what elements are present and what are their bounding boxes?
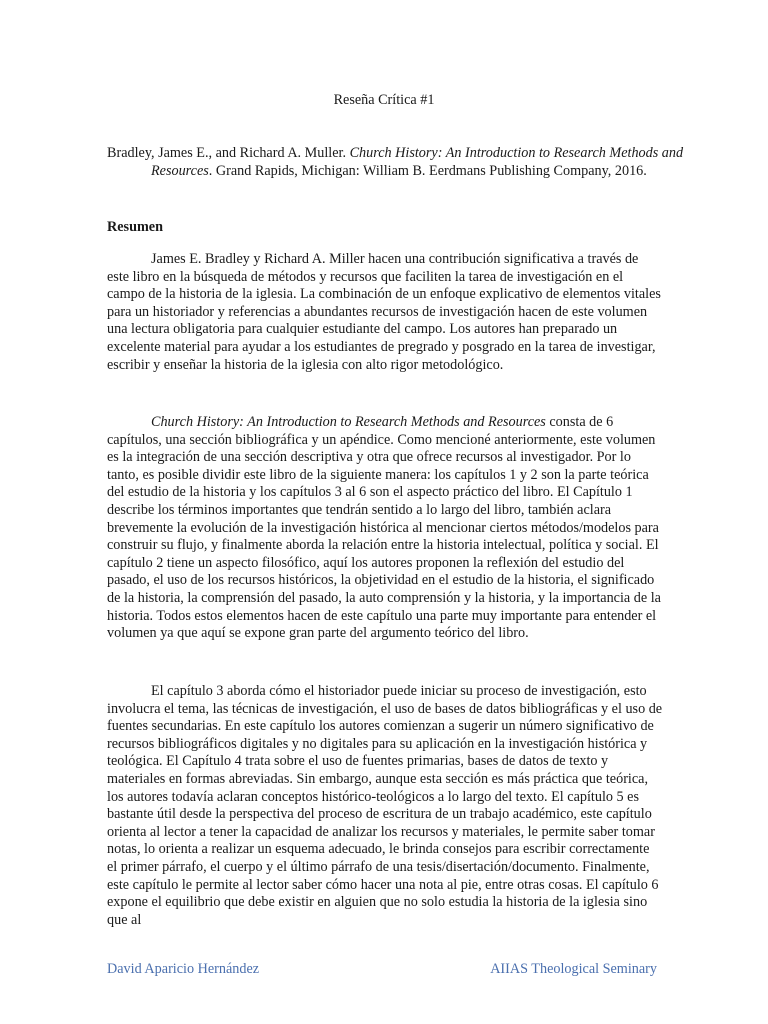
paragraph-2 [107,414,663,643]
bibliographic-citation [107,145,711,181]
citation-book-title: Church History: An Introduction to Research Methods and Resources [151,145,684,179]
section-heading: Resumen [107,219,163,235]
document-title: Reseña Crítica #1 [333,92,435,108]
citation-publisher: . Grand Rapids, Michigan: William B. Eerdmans Publishing Company, 2016. [208,162,647,179]
paragraph-2-book-title: Church History: An Introduction to Research Methods and Resources [151,414,546,430]
footer-institution: AIIAS Theological Seminary [490,961,657,977]
paragraph-1: James E. Bradley y Richard A. Miller hacen una contribución significativa a través de este libro en la búsqueda de métodos y recursos que faciliten la tarea de investigación en el campo de la historia de la iglesia. La combinación de un enfoque explicativo de elementos vitales para un historiador y referencias a abundantes recursos de investigación hacen de este volumen una lectura obligatoria para cualquier estudiante del campo. Los autores han preparado un excelente material para ayudar a los estudiantes de pregrado y posgrado en la tarea de investigar, escribir y enseñar la historia de la iglesia con alto rigor metodológico. [107,251,661,373]
citation-authors: Bradley, James E., and Richard A. Muller. [107,145,350,161]
paragraph-2-text: consta de 6 capítulos, una sección bibliográfica y un apéndice. Como mencioné anteriormente, este volumen es la integración de una sección descriptiva y otra que ofrece recursos al investigador. Por lo tanto, es posible dividir este libro de la siguiente manera: los capítulos 1 y 2 son la parte teórica del estudio de la historia y los capítulos 3 al 6 son el aspecto práctico del libro. El Capítulo 1 describe los términos importantes que tendrán sentido a lo largo del libro, también aclara brevemente la evolución de la investigación histórica al mencionar ciertos métodos/modelos para construir su flujo, y finalmente aborda la relación entre la historia intelectual, política y social. El capítulo 2 tiene un aspecto filosófico, aquí los autores proponen la reflexión del estudio del pasado, el uso de los recursos históricos, la objetividad en el estudio de la historia, el significado de la historia, la comprensión del pasado, la auto comprensión y la historia, y la importancia de la historia. Todos estos elementos hacen de este capítulo una parte muy importante para entender el volumen ya que aquí se expone gran parte del argumento teórico del libro. [107,414,661,642]
footer-author: David Aparicio Hernández [107,961,260,977]
paragraph-3: El capítulo 3 aborda cómo el historiador puede iniciar su proceso de investigación, esto involucra el tema, las técnicas de investigación, el uso de bases de datos bibliográficas y el uso de fuentes secundarias. En este capítulo los autores comienzan a sugerir un número significativo de recursos bibliográficos digitales y no digitales para su aplicación en la investigación histórica y teológica. El Capítulo 4 trata sobre el uso de fuentes primarias, bases de datos de texto y materiales en formas abreviadas. Sin embargo, aunque esta sección es más práctica que teórica, los autores todavía aclaran conceptos histórico-teológicos a lo largo del texto. El capítulo 5 es bastante útil desde la perspectiva del proceso de escritura de un trabajo académico, este capítulo orienta al lector a tener la capacidad de analizar los recursos y materiales, le permite saber tomar notas, lo orienta a realizar un esquema adecuado, le brinda consejos para escribir correctamente el primer párrafo, el cuerpo y el último párrafo de una tesis/disertación/documento. Finalmente, este capítulo le permite al lector saber cómo hacer una nota al pie, entre otras cosas. El capítulo 6 expone el equilibrio que debe existir en alguien que no solo estudia la historia de la iglesia sino que al [107,683,663,928]
